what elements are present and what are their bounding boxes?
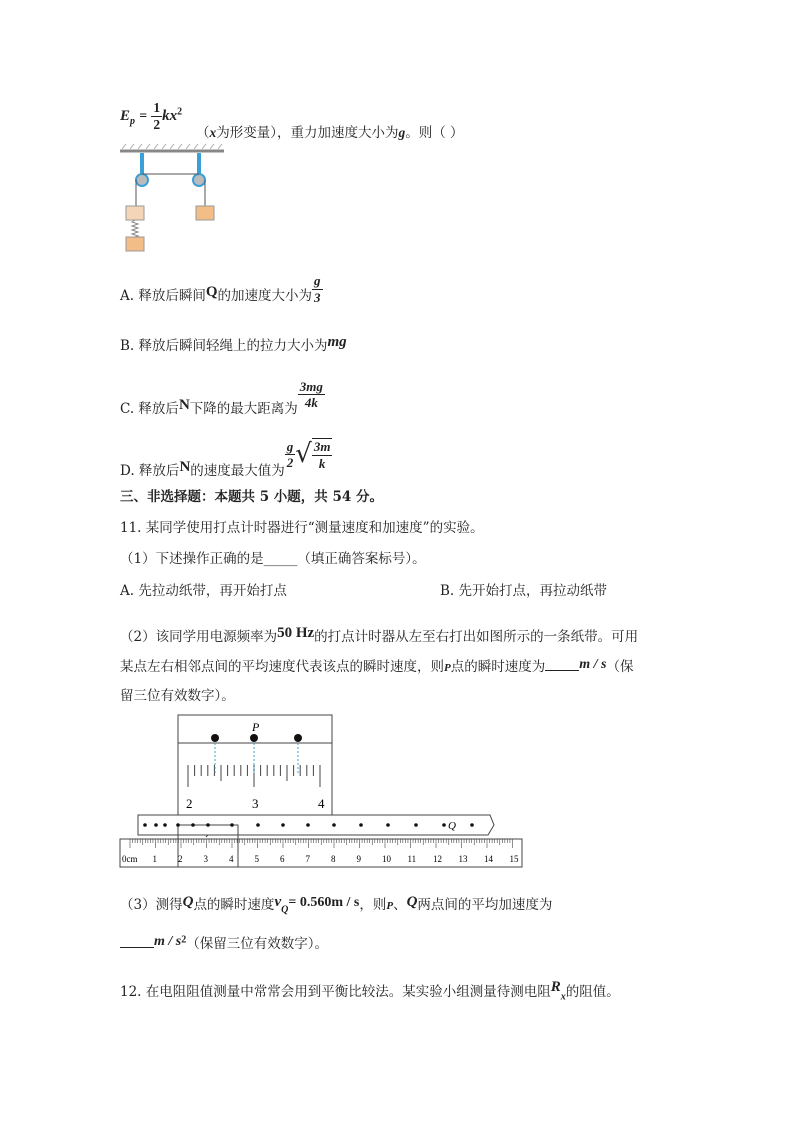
velocity-value: = 0.560m / s: [288, 895, 360, 910]
sqrt-icon: √: [295, 439, 312, 469]
q11-part2-line1: [120, 624, 638, 645]
spring: [132, 220, 138, 237]
option-c-text: 下降的最大距离为: [189, 401, 298, 417]
option-c-prefix: C. 释放后: [120, 401, 179, 417]
option-b: [120, 333, 347, 354]
ceiling-hatch: [122, 144, 222, 149]
tape-dot: [281, 823, 285, 827]
zoom-dot: [211, 734, 219, 742]
answer-blank[interactable]: [120, 947, 154, 948]
ep-formula: [120, 100, 182, 133]
tape-dot: [191, 823, 195, 827]
left-pulley: [136, 174, 148, 186]
q11-part2-line3: 留三位有效数字）。: [120, 688, 235, 704]
tape-dot: [154, 823, 158, 827]
ruler-label: 2: [178, 854, 183, 864]
zoom-dot: [294, 734, 302, 742]
part2-text-c: 某点左右相邻点间的平均速度代表该点的瞬时速度，则: [120, 659, 444, 675]
part3-text-c: ，则: [359, 897, 387, 913]
tape-figure: [118, 713, 528, 873]
option-c-lead: [120, 396, 298, 417]
zoom-label-p: P: [252, 720, 260, 734]
part3-text-f: （保留三位有效数字）。: [186, 936, 328, 952]
q11-part3-line1: [120, 893, 552, 917]
option-d-prefix: D. 释放后: [120, 463, 180, 479]
zoom-tick-label: 3: [252, 796, 259, 811]
fraction-denominator: 3: [314, 290, 321, 305]
option-d-lead: [120, 458, 285, 479]
frequency-value: 50 Hz: [277, 625, 315, 641]
tape-dot: [332, 823, 336, 827]
option-c: [120, 372, 325, 417]
option-a-prefix: A. 释放后瞬间: [120, 288, 206, 304]
unit-sup: 2: [181, 934, 187, 946]
q12-text-b: 的阻值。: [565, 984, 620, 1000]
ruler-label: 11: [407, 854, 417, 864]
stem-x: x: [209, 125, 217, 140]
half-fraction: [151, 100, 162, 133]
ruler-label: 15: [509, 854, 519, 864]
tape-dot: [359, 823, 363, 827]
q10-stem: [196, 125, 464, 141]
option-c-fraction: [298, 379, 325, 411]
tape-dot: [386, 823, 390, 827]
ruler-label: 8: [331, 854, 336, 864]
ruler-label: 6: [280, 854, 285, 864]
point-p-symbol: P: [386, 900, 394, 912]
ruler-label: 13: [458, 854, 468, 864]
equals-sign: =: [139, 108, 148, 124]
option-c-n: N: [178, 397, 190, 413]
option-d-n: N: [179, 459, 191, 475]
part2-text-e: （保: [606, 659, 634, 675]
fraction-numerator: g: [286, 438, 294, 454]
fraction-denominator: k: [318, 455, 326, 471]
tape-dot: [230, 823, 234, 827]
option-d-text: 的速度最大值为: [190, 463, 285, 479]
tape-dot: [143, 823, 147, 827]
ruler-label: 4: [229, 854, 234, 864]
ruler-label: 10: [382, 854, 391, 864]
stem-open: （: [196, 125, 210, 141]
pulley-figure: [118, 143, 228, 255]
q11-title: 11. 某同学使用打点计时器进行“测量速度和加速度”的实验。: [120, 520, 484, 536]
option-a-q: Q: [205, 284, 218, 300]
stem-close: 。则（ ）: [405, 125, 464, 141]
q11-option-a: A. 先拉动纸带，再开始打点: [120, 583, 287, 599]
part2-text-a: （2）该同学用电源频率为: [120, 629, 278, 645]
tape-dot: [163, 823, 167, 827]
fraction-numerator: 3m: [313, 439, 331, 454]
fraction-numerator: g: [314, 273, 321, 289]
point-q-symbol: Q: [182, 894, 194, 910]
option-a-fraction: [312, 273, 323, 305]
stem-text: 为形变量），重力加速度大小为: [216, 125, 399, 141]
tape-dot: [206, 823, 210, 827]
q12-line: [120, 978, 620, 1004]
part3-text-a: （3）测得: [120, 897, 183, 913]
tape-dot: [414, 823, 418, 827]
option-d-radicand: [312, 438, 333, 471]
option-d-fraction: [285, 439, 296, 471]
option-d: [120, 430, 332, 479]
section-heading: 三、非选择题：本题共 5 小题，共 54 分。: [120, 489, 383, 505]
tape-dot: [442, 823, 446, 827]
option-b-text: B. 释放后瞬间轻绳上的拉力大小为: [120, 338, 328, 354]
q11-part1: （1）下述操作正确的是_____（填正确答案标号）。: [120, 551, 426, 567]
velocity-symbol: v: [274, 894, 282, 910]
unit-ms2: m / s: [154, 934, 182, 949]
part3-text-d: 、: [393, 897, 407, 913]
option-a: [120, 273, 323, 306]
q11-option-b: B. 先开始打点，再拉动纸带: [440, 583, 608, 599]
zoom-tick-label: 2: [186, 796, 193, 811]
fraction-numerator: 3mg: [299, 378, 323, 394]
tape-dot: [470, 823, 474, 827]
velocity-subscript: Q: [281, 904, 289, 916]
fraction-numerator: 1: [151, 100, 162, 117]
right-pulley: [193, 174, 205, 186]
part2-text-d: 点的瞬时速度为: [450, 659, 546, 675]
resistor-subscript: x: [560, 991, 566, 1003]
resistor-symbol: R: [550, 979, 561, 995]
ruler-label: 12: [433, 854, 442, 864]
part3-text-e: 两点间的平均加速度为: [417, 897, 553, 913]
zoom-dot: [250, 734, 258, 742]
zoom-tick-label: 4: [318, 796, 325, 811]
ruler-label: 9: [356, 854, 361, 864]
point-p-symbol: P: [444, 662, 451, 674]
ruler-label: 1: [152, 854, 157, 864]
point-q-symbol: Q: [406, 894, 418, 910]
ep-subscript: p: [130, 115, 136, 127]
block-p: [126, 206, 144, 220]
option-a-text: 的加速度大小为: [217, 288, 313, 304]
tape-dot: [256, 823, 260, 827]
tape-label-q: Q: [448, 820, 456, 832]
q11-part3-line2: [120, 934, 328, 952]
part3-text-b: 点的瞬时速度: [193, 897, 275, 913]
ruler-label: 14: [484, 854, 493, 864]
unit-ms: m / s: [579, 657, 607, 672]
ruler-label: 3: [203, 854, 208, 864]
option-b-mg: mg: [327, 334, 347, 350]
fraction-denominator: 4k: [304, 395, 318, 411]
ep-symbol: E: [120, 108, 131, 125]
q12-text-a: 12. 在电阻阻值测量中常常会用到平衡比较法。某实验小组测量待测电阻: [120, 984, 551, 1000]
ruler-label: 7: [305, 854, 310, 864]
answer-blank[interactable]: [545, 670, 579, 671]
q11-part2-line2: [120, 657, 633, 675]
part2-text-b: 的打点计时器从左至右打出如图所示的一条纸带。可用: [314, 629, 639, 645]
stem-g: g: [398, 125, 406, 140]
ruler-label: 0cm: [122, 854, 138, 864]
tape-dot: [306, 823, 310, 827]
squared-sup: 2: [177, 106, 183, 118]
block-n: [126, 237, 144, 251]
block-q: [196, 206, 214, 220]
fraction-denominator: 2: [286, 455, 294, 471]
tape-dot: [176, 823, 180, 827]
fraction-denominator: 2: [153, 117, 161, 133]
ruler-label: 5: [254, 854, 259, 864]
kx-term: kx: [162, 108, 178, 125]
